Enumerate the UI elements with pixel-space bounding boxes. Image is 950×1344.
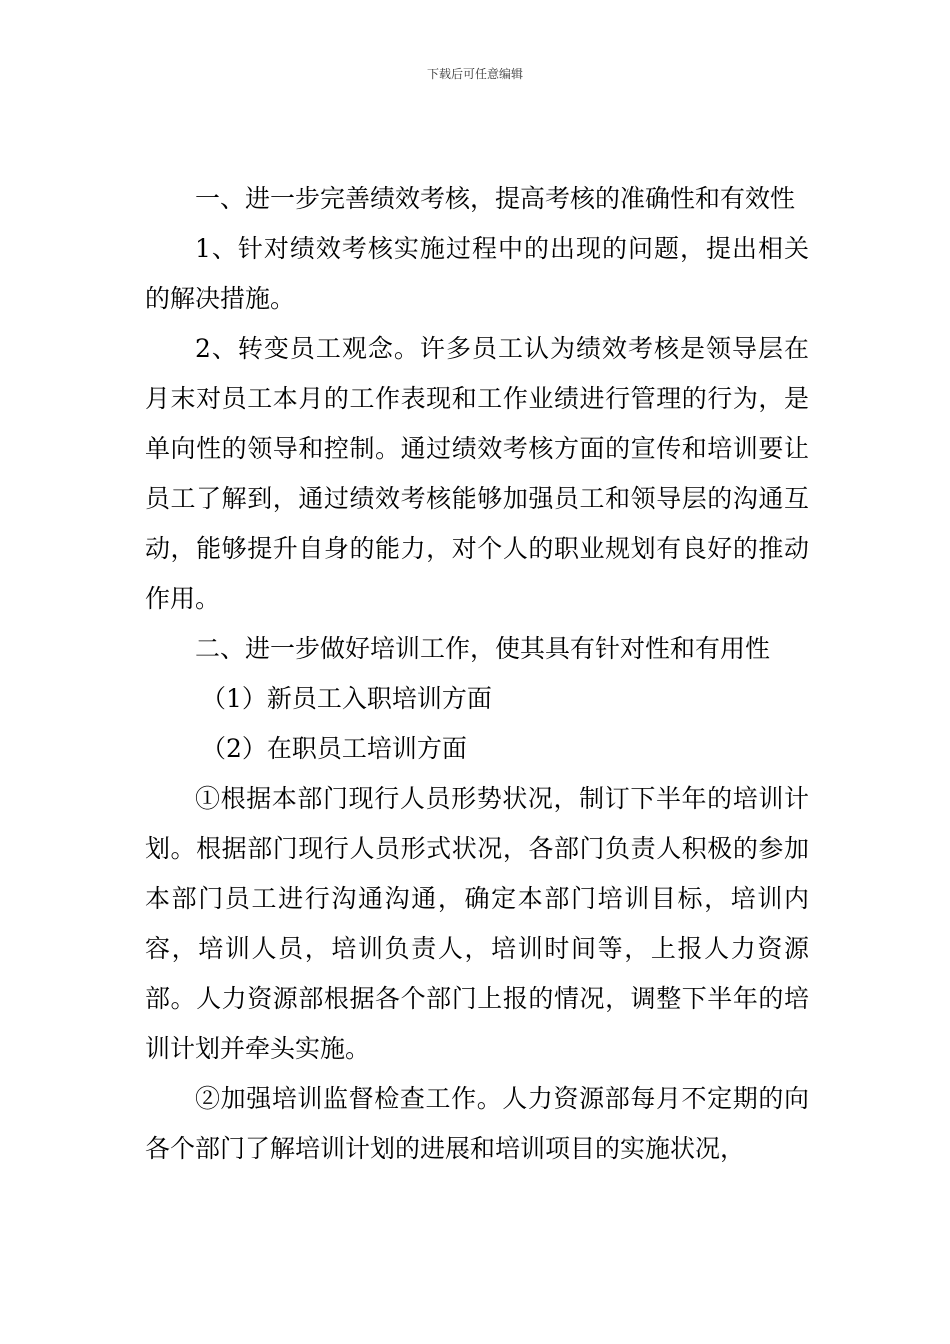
header-note: 下载后可任意编辑 — [426, 67, 523, 81]
section-heading-2: 二、进一步做好培训工作，使其具有针对性和有用性 — [195, 634, 771, 663]
subheading-new-staff-training: （1）新员工入职培训方面 — [201, 684, 492, 713]
section-heading-1: 一、进一步完善绩效考核，提高考核的准确性和有效性 — [195, 184, 796, 213]
paragraph-item-2: 2、转变员工观念。许多员工认为绩效考核是领导层在月末对员工本月的工作表现和工作业绩进行管理的行为，是单向性的领导和控制。通过绩效考核方面的宣传和培训要让员工了解到，通过绩效考核能够加强员工和领导层的沟通互动，能够提升自身的能力，对个人的职业规划有良好的推动作用。 — [145, 334, 809, 613]
paragraph-item-1: 1、针对绩效考核实施过程中的出现的问题，提出相关的解决措施。 — [145, 234, 809, 313]
paragraph-training-supervision: ②加强培训监督检查工作。人力资源部每月不定期的向各个部门了解培训计划的进展和培训项目的实施状况， — [145, 1084, 809, 1163]
subheading-incumbent-staff-training: （2）在职员工培训方面 — [201, 734, 467, 763]
paragraph-training-plan: ①根据本部门现行人员形势状况，制订下半年的培训计划。根据部门现行人员形式状况，各部门负责人积极的参加本部门员工进行沟通沟通，确定本部门培训目标，培训内容，培训人员，培训负责人，培训时间等，上报人力资源部。人力资源部根据各个部门上报的情况，调整下半年的培训计划并牵头实施。 — [145, 784, 809, 1063]
document-body — [145, 174, 809, 1174]
